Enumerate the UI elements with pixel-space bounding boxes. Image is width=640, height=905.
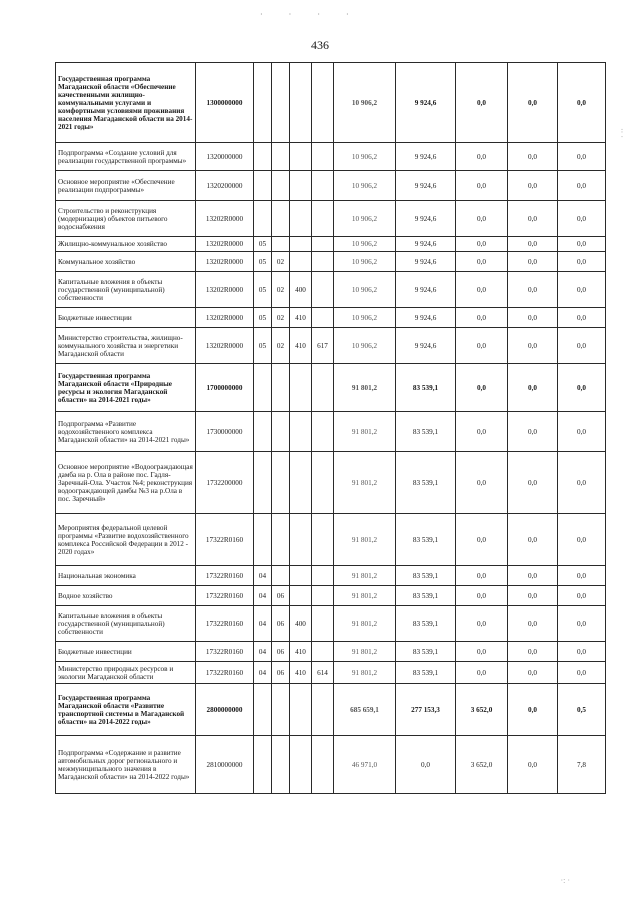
section-code: 04: [254, 586, 272, 606]
amount-col-1: 10 906,2: [334, 201, 396, 237]
target-code: 13202R0000: [196, 237, 254, 252]
target-code: 17322R0160: [196, 566, 254, 586]
scan-edge-mark: ·· ·: [617, 128, 626, 138]
target-code: 17322R0160: [196, 662, 254, 684]
amount-col-2: 83 539,1: [396, 642, 456, 662]
amount-col-3: 0,0: [456, 63, 508, 143]
amount-col-1: 91 801,2: [334, 606, 396, 642]
amount-col-2: 9 924,6: [396, 308, 456, 328]
expense-type-code: [290, 412, 312, 452]
target-code: 17322R0160: [196, 642, 254, 662]
ministry-code: [312, 452, 334, 514]
amount-col-1: 91 801,2: [334, 566, 396, 586]
amount-col-3: 0,0: [456, 586, 508, 606]
expense-type-code: [290, 586, 312, 606]
amount-col-3: 0,0: [456, 566, 508, 586]
table-row: [56, 237, 606, 252]
expense-type-code: [290, 171, 312, 201]
budget-table: [55, 62, 606, 794]
amount-col-1: 10 906,2: [334, 252, 396, 272]
amount-col-4: 0,0: [508, 143, 558, 171]
subsection-code: [272, 143, 290, 171]
amount-col-4: 0,0: [508, 566, 558, 586]
amount-col-5: 0,0: [558, 237, 606, 252]
section-code: 04: [254, 606, 272, 642]
amount-col-5: 0,0: [558, 642, 606, 662]
amount-col-4: 0,0: [508, 63, 558, 143]
amount-col-1: 91 801,2: [334, 662, 396, 684]
amount-col-4: 0,0: [508, 201, 558, 237]
target-code: 1320200000: [196, 171, 254, 201]
section-code: [254, 412, 272, 452]
amount-col-3: 0,0: [456, 171, 508, 201]
ministry-code: [312, 364, 334, 412]
expense-type-code: 410: [290, 642, 312, 662]
amount-col-3: 0,0: [456, 364, 508, 412]
amount-col-2: 9 924,6: [396, 237, 456, 252]
subsection-code: 06: [272, 586, 290, 606]
amount-col-4: 0,0: [508, 237, 558, 252]
expense-type-code: 400: [290, 272, 312, 308]
ministry-code: [312, 412, 334, 452]
amount-col-2: 9 924,6: [396, 63, 456, 143]
amount-col-3: 0,0: [456, 328, 508, 364]
amount-col-3: 0,0: [456, 452, 508, 514]
amount-col-3: 0,0: [456, 237, 508, 252]
section-code: [254, 143, 272, 171]
ministry-code: [312, 586, 334, 606]
section-code: 05: [254, 252, 272, 272]
expense-type-code: 410: [290, 308, 312, 328]
expense-type-code: [290, 252, 312, 272]
subsection-code: [272, 63, 290, 143]
table-row: [56, 514, 606, 566]
row-name: Подпрограмма «Содержание и развитие автомобильных дорог регионального и межмуниципального значения в Магаданской области» на 2014-2022 годы»: [56, 736, 196, 794]
ministry-code: 614: [312, 662, 334, 684]
subsection-code: 02: [272, 252, 290, 272]
amount-col-3: 0,0: [456, 272, 508, 308]
amount-col-1: 10 906,2: [334, 143, 396, 171]
table-row: [56, 364, 606, 412]
section-code: 05: [254, 308, 272, 328]
table-row: [56, 272, 606, 308]
amount-col-4: 0,0: [508, 272, 558, 308]
table-row: [56, 684, 606, 736]
page-number: 436: [311, 38, 329, 52]
amount-col-1: 91 801,2: [334, 514, 396, 566]
amount-col-4: 0,0: [508, 412, 558, 452]
subsection-code: [272, 201, 290, 237]
ministry-code: [312, 237, 334, 252]
row-name: Основное мероприятие «Водоограждающая дамба на р. Ола в районе пос. Гадля-Заречный-Ола. Участок №4; реконструкция водоограждающей дамбы №3 на р.Ола в пос. Заречный»: [56, 452, 196, 514]
table-row: [56, 201, 606, 237]
ministry-code: [312, 684, 334, 736]
ministry-code: [312, 736, 334, 794]
amount-col-2: 83 539,1: [396, 452, 456, 514]
amount-col-3: 0,0: [456, 308, 508, 328]
ministry-code: [312, 63, 334, 143]
amount-col-4: 0,0: [508, 364, 558, 412]
row-name: Строительство и реконструкция (модернизация) объектов питьевого водоснабжения: [56, 201, 196, 237]
table-row: [56, 736, 606, 794]
row-name: Бюджетные инвестиции: [56, 308, 196, 328]
amount-col-3: 3 652,0: [456, 736, 508, 794]
subsection-code: 06: [272, 642, 290, 662]
amount-col-5: 0,0: [558, 201, 606, 237]
section-code: 05: [254, 272, 272, 308]
amount-col-4: 0,0: [508, 514, 558, 566]
amount-col-1: 46 971,0: [334, 736, 396, 794]
amount-col-2: 277 153,3: [396, 684, 456, 736]
amount-col-5: 0,0: [558, 514, 606, 566]
table-row: [56, 642, 606, 662]
amount-col-2: 83 539,1: [396, 412, 456, 452]
target-code: 17322R0160: [196, 606, 254, 642]
ministry-code: [312, 171, 334, 201]
subsection-code: 02: [272, 308, 290, 328]
expense-type-code: 410: [290, 662, 312, 684]
expense-type-code: [290, 63, 312, 143]
amount-col-5: 0,0: [558, 171, 606, 201]
target-code: 2800000000: [196, 684, 254, 736]
amount-col-2: 83 539,1: [396, 566, 456, 586]
table-row: [56, 662, 606, 684]
table-row: [56, 143, 606, 171]
amount-col-3: 0,0: [456, 201, 508, 237]
row-name: Министерство природных ресурсов и экологии Магаданской области: [56, 662, 196, 684]
amount-col-5: 0,0: [558, 328, 606, 364]
amount-col-2: 9 924,6: [396, 252, 456, 272]
expense-type-code: 400: [290, 606, 312, 642]
row-name: Государственная программа Магаданской области «Обеспечение качественными жилищно-коммунальными услугами и комфортными условиями проживания населения Магаданской области на 2014-2021 годы»: [56, 63, 196, 143]
amount-col-3: 0,0: [456, 642, 508, 662]
table-row: [56, 566, 606, 586]
section-code: 05: [254, 237, 272, 252]
table-row: [56, 63, 606, 143]
row-name: Мероприятия федеральной целевой программы «Развитие водохозяйственного комплекса Российской Федерации в 2012 - 2020 годах»: [56, 514, 196, 566]
subsection-code: [272, 514, 290, 566]
amount-col-3: 0,0: [456, 662, 508, 684]
amount-col-1: 10 906,2: [334, 63, 396, 143]
target-code: 1732200000: [196, 452, 254, 514]
amount-col-1: 10 906,2: [334, 328, 396, 364]
amount-col-4: 0,0: [508, 452, 558, 514]
subsection-code: [272, 412, 290, 452]
row-name: Подпрограмма «Развитие водохозяйственного комплекса Магаданской области» на 2014-2021 годы»: [56, 412, 196, 452]
ministry-code: 617: [312, 328, 334, 364]
row-name: Государственная программа Магаданской области «Природные ресурсы и экология Магаданской области» на 2014-2021 годы»: [56, 364, 196, 412]
amount-col-2: 83 539,1: [396, 514, 456, 566]
amount-col-5: 7,8: [558, 736, 606, 794]
amount-col-2: 0,0: [396, 736, 456, 794]
amount-col-5: 0,0: [558, 412, 606, 452]
section-code: 04: [254, 662, 272, 684]
subsection-code: [272, 736, 290, 794]
table-row: [56, 308, 606, 328]
subsection-code: [272, 452, 290, 514]
target-code: 1700000000: [196, 364, 254, 412]
target-code: 13202R0000: [196, 308, 254, 328]
section-code: 04: [254, 642, 272, 662]
amount-col-1: 91 801,2: [334, 364, 396, 412]
target-code: 13202R0000: [196, 272, 254, 308]
subsection-code: 02: [272, 272, 290, 308]
amount-col-4: 0,0: [508, 328, 558, 364]
amount-col-4: 0,0: [508, 684, 558, 736]
ministry-code: [312, 642, 334, 662]
section-code: [254, 201, 272, 237]
target-code: 1300000000: [196, 63, 254, 143]
section-code: [254, 452, 272, 514]
amount-col-5: 0,0: [558, 606, 606, 642]
table-row: [56, 586, 606, 606]
section-code: 05: [254, 328, 272, 364]
amount-col-3: 0,0: [456, 514, 508, 566]
ministry-code: [312, 514, 334, 566]
subsection-code: [272, 171, 290, 201]
amount-col-5: 0,0: [558, 272, 606, 308]
section-code: [254, 171, 272, 201]
target-code: 1320000000: [196, 143, 254, 171]
target-code: 17322R0160: [196, 514, 254, 566]
amount-col-1: 91 801,2: [334, 412, 396, 452]
expense-type-code: [290, 201, 312, 237]
expense-type-code: [290, 566, 312, 586]
amount-col-2: 83 539,1: [396, 662, 456, 684]
section-code: [254, 364, 272, 412]
row-name: Министерство строительства, жилищно-коммунального хозяйства и энергетики Магаданской области: [56, 328, 196, 364]
amount-col-4: 0,0: [508, 252, 558, 272]
target-code: 13202R0000: [196, 328, 254, 364]
row-name: Жилищно-коммунальное хозяйство: [56, 237, 196, 252]
target-code: 2810000000: [196, 736, 254, 794]
row-name: Водное хозяйство: [56, 586, 196, 606]
amount-col-5: 0,0: [558, 252, 606, 272]
amount-col-1: 91 801,2: [334, 452, 396, 514]
ministry-code: [312, 606, 334, 642]
expense-type-code: [290, 736, 312, 794]
amount-col-5: 0,5: [558, 684, 606, 736]
table-row: [56, 606, 606, 642]
amount-col-5: 0,0: [558, 566, 606, 586]
amount-col-5: 0,0: [558, 586, 606, 606]
amount-col-4: 0,0: [508, 171, 558, 201]
ministry-code: [312, 272, 334, 308]
row-name: Бюджетные инвестиции: [56, 642, 196, 662]
amount-col-2: 9 924,6: [396, 328, 456, 364]
row-name: Государственная программа Магаданской области «Развитие транспортной системы в Магаданской области» на 2014-2022 годы»: [56, 684, 196, 736]
ministry-code: [312, 201, 334, 237]
subsection-code: [272, 566, 290, 586]
table-row: [56, 452, 606, 514]
amount-col-1: 91 801,2: [334, 586, 396, 606]
table-body: [56, 63, 606, 794]
subsection-code: [272, 684, 290, 736]
amount-col-5: 0,0: [558, 452, 606, 514]
target-code: 17322R0160: [196, 586, 254, 606]
target-code: 13202R0000: [196, 201, 254, 237]
amount-col-4: 0,0: [508, 662, 558, 684]
ministry-code: [312, 308, 334, 328]
amount-col-2: 9 924,6: [396, 201, 456, 237]
subsection-code: [272, 237, 290, 252]
expense-type-code: [290, 514, 312, 566]
expense-type-code: [290, 452, 312, 514]
amount-col-3: 0,0: [456, 412, 508, 452]
amount-col-4: 0,0: [508, 736, 558, 794]
amount-col-3: 0,0: [456, 143, 508, 171]
amount-col-3: 0,0: [456, 606, 508, 642]
row-name: Национальная экономика: [56, 566, 196, 586]
target-code: 13202R0000: [196, 252, 254, 272]
amount-col-2: 9 924,6: [396, 171, 456, 201]
target-code: 1730000000: [196, 412, 254, 452]
amount-col-1: 91 801,2: [334, 642, 396, 662]
row-name: Подпрограмма «Создание условий для реализации государственной программы»: [56, 143, 196, 171]
amount-col-2: 83 539,1: [396, 606, 456, 642]
amount-col-4: 0,0: [508, 606, 558, 642]
section-code: [254, 736, 272, 794]
expense-type-code: 410: [290, 328, 312, 364]
scan-bottom-mark: ·: ·: [560, 876, 570, 885]
amount-col-5: 0,0: [558, 63, 606, 143]
amount-col-1: 685 659,1: [334, 684, 396, 736]
amount-col-2: 9 924,6: [396, 143, 456, 171]
table-row: [56, 252, 606, 272]
amount-col-2: 83 539,1: [396, 364, 456, 412]
scan-marks: · · · ·: [260, 10, 361, 19]
amount-col-2: 83 539,1: [396, 586, 456, 606]
amount-col-5: 0,0: [558, 662, 606, 684]
amount-col-3: 3 652,0: [456, 684, 508, 736]
amount-col-1: 10 906,2: [334, 171, 396, 201]
section-code: [254, 63, 272, 143]
expense-type-code: [290, 364, 312, 412]
expense-type-code: [290, 143, 312, 171]
amount-col-5: 0,0: [558, 308, 606, 328]
section-code: [254, 514, 272, 566]
ministry-code: [312, 566, 334, 586]
row-name: Основное мероприятие «Обеспечение реализации подпрограммы»: [56, 171, 196, 201]
amount-col-4: 0,0: [508, 642, 558, 662]
ministry-code: [312, 143, 334, 171]
expense-type-code: [290, 684, 312, 736]
table-row: [56, 328, 606, 364]
amount-col-1: 10 906,2: [334, 237, 396, 252]
section-code: 04: [254, 566, 272, 586]
amount-col-1: 10 906,2: [334, 272, 396, 308]
amount-col-5: 0,0: [558, 143, 606, 171]
row-name: Коммунальное хозяйство: [56, 252, 196, 272]
table-row: [56, 171, 606, 201]
table-row: [56, 412, 606, 452]
subsection-code: 06: [272, 606, 290, 642]
expense-type-code: [290, 237, 312, 252]
subsection-code: [272, 364, 290, 412]
amount-col-1: 10 906,2: [334, 308, 396, 328]
amount-col-5: 0,0: [558, 364, 606, 412]
amount-col-4: 0,0: [508, 586, 558, 606]
amount-col-2: 9 924,6: [396, 272, 456, 308]
amount-col-4: 0,0: [508, 308, 558, 328]
row-name: Капитальные вложения в объекты государственной (муниципальной) собственности: [56, 606, 196, 642]
amount-col-3: 0,0: [456, 252, 508, 272]
ministry-code: [312, 252, 334, 272]
subsection-code: 06: [272, 662, 290, 684]
section-code: [254, 684, 272, 736]
subsection-code: 02: [272, 328, 290, 364]
row-name: Капитальные вложения в объекты государственной (муниципальной) собственности: [56, 272, 196, 308]
